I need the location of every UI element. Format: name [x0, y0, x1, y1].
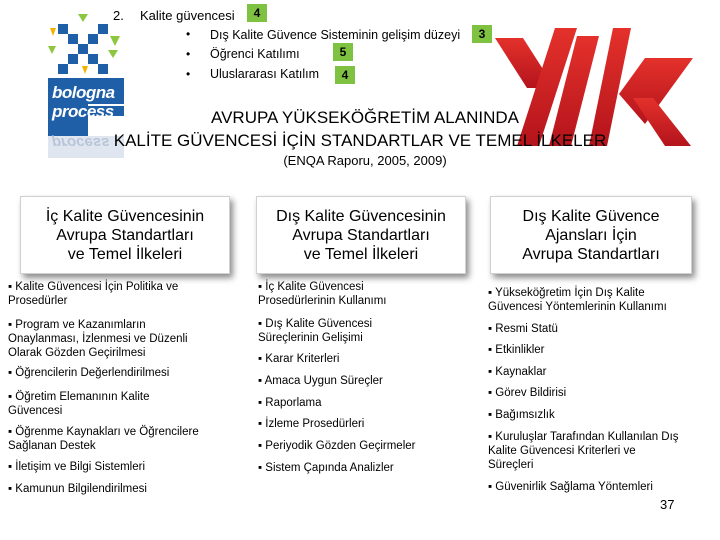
bullet-score-badge: 4: [335, 66, 355, 84]
bullet-score-badge: 5: [333, 43, 353, 61]
list-item: ▪ Öğrencilerin Değerlendirilmesi: [8, 366, 248, 380]
list-item: ▪ İç Kalite Güvencesi Prosedürlerinin Kullanımı: [258, 280, 483, 308]
logo-reflection-text: process: [52, 134, 110, 151]
list-item: ▪ Periyodik Gözden Geçirmeler: [258, 439, 483, 453]
list-item: ▪ Karar Kriterleri: [258, 352, 483, 366]
bullet-dot: •: [186, 27, 191, 41]
title-line-2: KALİTE GÜVENCESİ İÇİN STANDARTLAR VE TEMEL İLKELER: [113, 131, 607, 150]
bullet-text: Öğrenci Katılımı: [210, 47, 300, 61]
list-item: ▪ Kalite Güvencesi İçin Politika ve Prosedürler: [8, 280, 248, 308]
list-item: ▪ Bağımsızlık: [488, 408, 716, 422]
column-list-external-qa: [258, 280, 483, 480]
bullet-score-badge: 3: [472, 25, 492, 43]
list-item: ▪ Öğrenme Kaynakları ve Öğrencilere Sağlanan Destek: [8, 425, 248, 453]
list-item: ▪ Güvenirlik Sağlama Yöntemleri: [488, 480, 716, 494]
list-item: ▪ Dış Kalite Güvencesi Süreçlerinin Gelişimi: [258, 317, 483, 345]
column-list-internal-qa: [8, 280, 248, 500]
list-item: ▪ İzleme Prosedürleri: [258, 417, 483, 431]
column-header-agencies: [490, 196, 692, 274]
list-item: ▪ Resmi Statü: [488, 322, 716, 336]
list-item: ▪ Raporlama: [258, 396, 483, 410]
list-item: ▪ Sistem Çapında Analizler: [258, 461, 483, 475]
column-header-external-qa: [256, 196, 466, 274]
section-number: 2.: [113, 8, 124, 23]
list-item: ▪ Öğretim Elemanının Kalite Güvencesi: [8, 390, 248, 418]
bullet-text: Dış Kalite Güvence Sisteminin gelişim düzeyi: [210, 28, 461, 42]
column-header-internal-qa: [20, 196, 230, 274]
column-header-text: Dış Kalite Güvencesinin Avrupa Standartları ve Temel İlkeleri: [276, 207, 446, 263]
title-subtitle: (ENQA Raporu, 2005, 2009): [283, 153, 447, 168]
bullet-text: Uluslararası Katılım: [210, 67, 320, 81]
list-item: ▪ Kaynaklar: [488, 365, 716, 379]
list-item: ▪ Amaca Uygun Süreçler: [258, 374, 483, 388]
section-heading: Kalite güvencesi: [140, 8, 235, 23]
page-number: 37: [660, 497, 675, 512]
title-line-1: AVRUPA YÜKSEKÖĞRETİM ALANINDA: [211, 108, 519, 127]
list-item: ▪ İletişim ve Bilgi Sistemleri: [8, 460, 248, 474]
list-item: ▪ Görev Bildirisi: [488, 386, 716, 400]
bullet-dot: •: [186, 47, 191, 61]
list-item: ▪ Etkinlikler: [488, 343, 716, 357]
logo-text-process: process: [52, 102, 114, 121]
logo-text-bologna: bologna: [52, 83, 115, 102]
column-header-text: Dış Kalite Güvence Ajansları İçin Avrupa Standartları: [522, 207, 660, 263]
column-list-agencies: [488, 286, 716, 496]
bullet-dot: •: [186, 67, 191, 81]
list-item: ▪ Program ve Kazanımların Onaylanması, İzlenmesi ve Düzenli Olarak Gözden Geçirilmesi: [8, 318, 248, 360]
heading-score-badge: 4: [247, 4, 267, 22]
list-item: ▪ Yükseköğretim İçin Dış Kalite Güvencesi Yöntemlerinin Kullanımı: [488, 286, 716, 314]
list-item: ▪ Kamunun Bilgilendirilmesi: [8, 482, 248, 496]
list-item: ▪ Kuruluşlar Tarafından Kullanılan Dış Kalite Güvencesi Kriterleri ve Süreçleri: [488, 430, 716, 472]
column-header-text: İç Kalite Güvencesinin Avrupa Standartları ve Temel İlkeleri: [45, 207, 205, 263]
yok-logo: [495, 28, 695, 148]
